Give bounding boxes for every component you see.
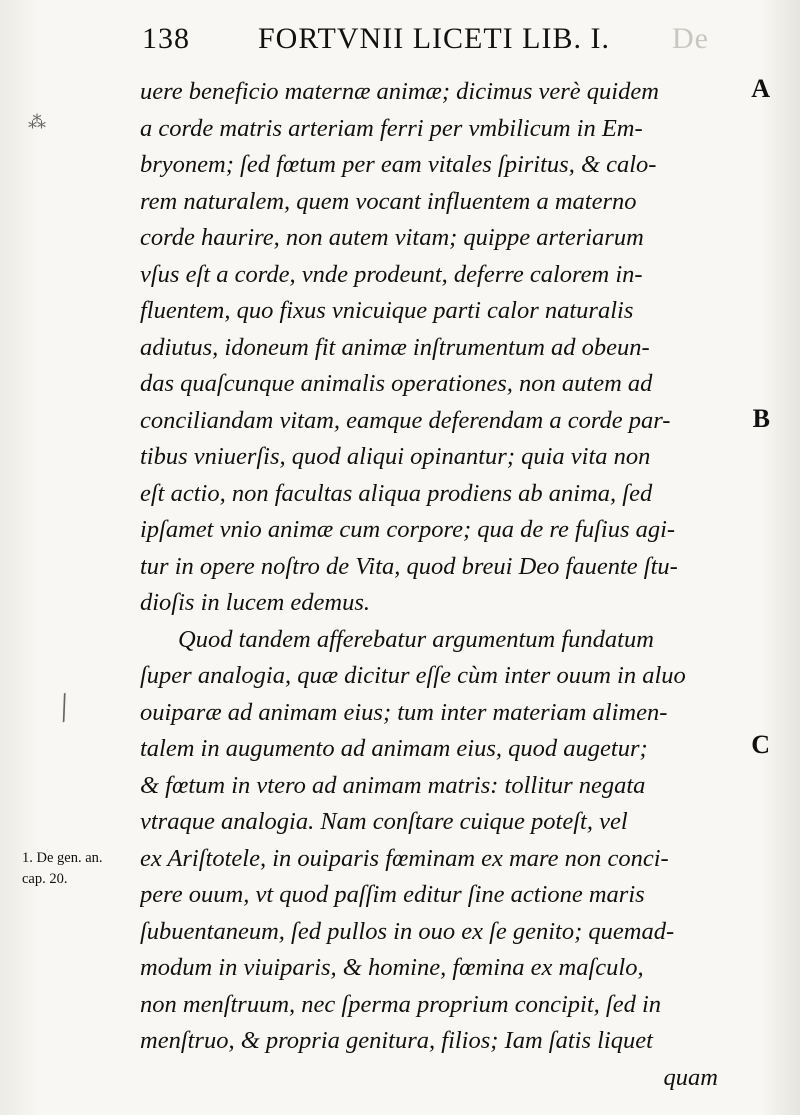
page-number: 138	[142, 22, 190, 55]
text-line: vtraque analogia. Nam conſtare cuique poteſt, vel	[140, 808, 628, 835]
page-header	[142, 22, 742, 62]
text-line: adiutus, idoneum fit animæ inſtrumentum ad obeun-	[140, 333, 650, 361]
text-line: tibus vniuerſis, quod aliqui opinantur; quia vita non	[140, 443, 651, 470]
paragraph-start-line: Quod tandem afferebatur argumentum fundatum	[178, 625, 654, 653]
ink-stroke-mark: ╱	[53, 694, 76, 723]
side-note-line: cap. 20.	[22, 871, 68, 887]
text-line: non menſtruum, nec ſperma proprium concipit, ſed in	[140, 990, 662, 1018]
text-line: talem in augumento ad animam eius, quod augetur;	[140, 735, 648, 762]
text-line: ſuper analogia, quæ dicitur eſſe cùm inter ouum in aluo	[140, 662, 686, 689]
text-line: pere ouum, vt quod paſſim editur ſine actione maris	[140, 881, 645, 908]
text-line: ſubuentaneum, ſed pullos in ouo ex ſe genito; quemad-	[140, 917, 675, 945]
side-note-line: 1. De gen. an.	[22, 850, 103, 866]
text-line: bryonem; ſed fœtum per eam vitales ſpiritus, & calo-	[140, 151, 657, 178]
text-line: ipſamet vnio animæ cum corpore; qua de re fuſius agi-	[140, 516, 676, 543]
text-line: eſt actio, non facultas aliqua prodiens ab anima, ſed	[140, 479, 653, 507]
text-line: dioſis in lucem edemus.	[140, 589, 370, 616]
text-line: ouiparæ ad animam eius; tum inter materiam alimen-	[140, 698, 668, 726]
text-line: ex Ariſtotele, in ouiparis fœminam ex mare non conci-	[140, 844, 669, 872]
text-line: a corde matris arteriam ferri per vmbilicum in Em-	[140, 114, 643, 142]
text-line: menſtruo, & propria genitura, filios; Iam ſatis liquet	[140, 1027, 653, 1054]
text-line: fluentem, quo fixus vnicuique parti calor naturalis	[140, 297, 634, 324]
catchword: quam	[663, 1063, 718, 1091]
text-line: corde haurire, non autem vitam; quippe arteriarum	[140, 224, 644, 251]
text-line: vſus eſt a corde, vnde prodeunt, deferre calorem in-	[140, 260, 643, 288]
text-line: & fœtum in vtero ad animam matris: tollitur negata	[140, 771, 646, 799]
body-text	[140, 74, 740, 1096]
text-line: tur in opere noſtro de Vita, quod breui Deo fauente ſtu-	[140, 552, 678, 580]
bleed-through-text: De	[672, 22, 709, 55]
ink-blot-mark: ⁂	[28, 112, 46, 133]
margin-letter-a: A	[751, 74, 770, 103]
side-note	[22, 848, 132, 890]
text-line: modum in viuiparis, & homine, fœmina ex maſculo,	[140, 954, 644, 981]
text-line: rem naturalem, quem vocant influentem a materno	[140, 187, 637, 215]
margin-letter-c: C	[751, 730, 770, 759]
text-line: das quaſcunque animalis operationes, non autem ad	[140, 370, 653, 397]
text-line: uere beneficio maternæ animæ; dicimus verè quidem	[140, 78, 659, 105]
running-title: FORTVNII LICETI LIB. I.	[258, 22, 610, 55]
text-line: conciliandam vitam, eamque deferendam a corde par-	[140, 406, 671, 434]
margin-letter-b: B	[752, 404, 770, 433]
